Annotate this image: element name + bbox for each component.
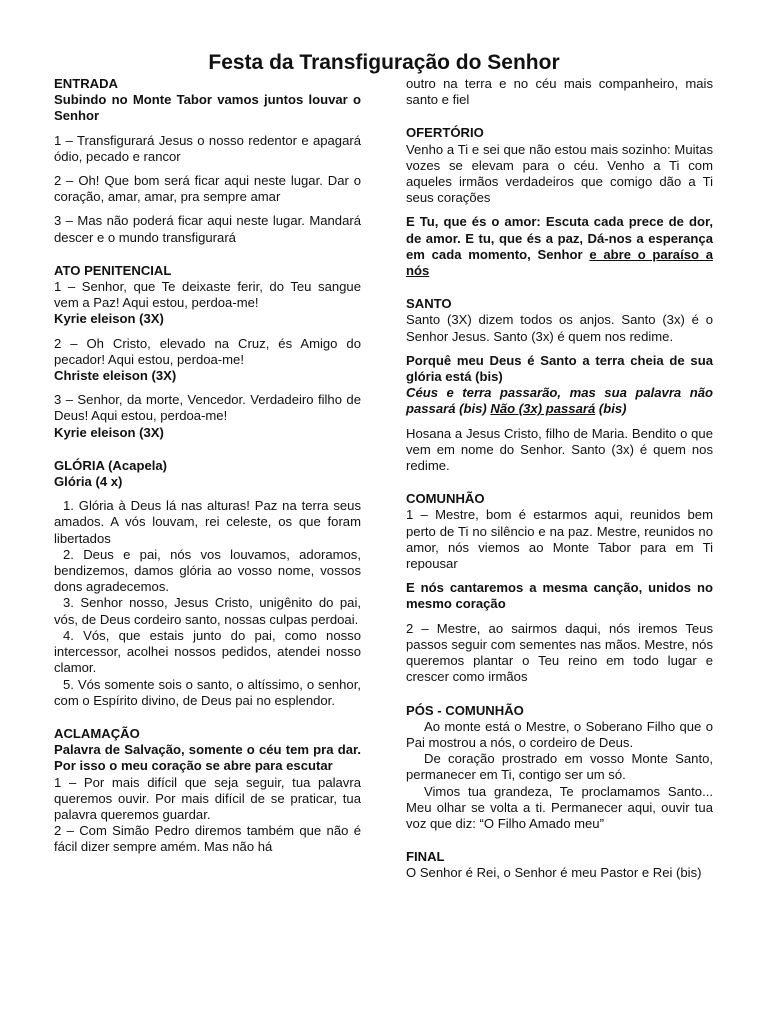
refrain: Porquê meu Deus é Santo a terra cheia de sua glória está (bis) [406, 352, 713, 385]
refrain-underlined-text: e abre o paraíso a nós [406, 246, 713, 279]
italic-text: Céus e terra passarão, mas sua palavra não passará (bis) [406, 385, 713, 417]
refrain-text: E Tu, que és o amor: Escuta cada prece de dor, de amor. E tu, que és a paz, Dá-nos a esperança em cada momento, Senhor [406, 214, 713, 262]
section-heading: FINAL [406, 849, 445, 865]
section-santo [406, 296, 713, 474]
refrain: Palavra de Salvação, somente o céu tem pra dar. Por isso o meu coração se abre para escutar [54, 742, 361, 774]
refrain: E nós cantaremos a mesma canção, unidos no mesmo coração [406, 580, 713, 612]
section-ofertorio [406, 125, 713, 279]
section-heading: ENTRADA [54, 76, 119, 91]
verse: 2 – Oh Cristo, elevado na Cruz, és Amigo do pecador! Aqui estou, perdoa-me! [54, 335, 361, 367]
verse: 1. Glória à Deus lá nas alturas! Paz na terra seus amados. A vós louvam, rei celeste, os que foram libertados [54, 498, 361, 546]
section-heading: GLÓRIA (Acapela) [54, 457, 168, 473]
verse-continuation: outro na terra e no céu mais companheiro, mais santo e fiel [406, 76, 713, 108]
verse: 2 – Oh! Que bom será ficar aqui neste lugar. Dar o coração, amar, amar, pra sempre amar [54, 173, 361, 205]
verse: 2. Deus e pai, nós vos louvamos, adoramos, bendizemos, damos glória ao vosso nome, vossos dons agradecemos. [54, 546, 361, 595]
section-aclamacao [54, 726, 361, 856]
section-final [406, 849, 713, 881]
stanza: De coração prostrado em vosso Monte Santo, permanecer em Ti, contigo ser um só. [406, 751, 713, 783]
verse: 3 – Senhor, da morte, Vencedor. Verdadeiro filho de Deus! Aqui estou, perdoa-me! [54, 392, 361, 424]
refrain-italic [406, 385, 713, 417]
section-ato-penitencial [54, 263, 361, 441]
response: Kyrie eleison (3X) [54, 424, 164, 440]
section-heading: COMUNHÃO [406, 491, 485, 507]
verse: Venho a Ti e sei que não estou mais sozinho: Muitas vozes se elevam para o céu. Venho a Ti com aqueles irmãos verdadeiros que comigo dão a Ti seus corações [406, 141, 713, 206]
left-column [54, 76, 361, 856]
response: Christe eleison (3X) [54, 368, 177, 384]
verse: 1 – Mestre, bom é estarmos aqui, reunidos bem perto de Ti no silêncio e na paz. Mestre, reunidos no amor, nós viemos ao Monte Tabor para em Ti repousar [406, 507, 713, 572]
italic-underlined-text: Não (3x) passará [490, 401, 596, 417]
section-pos-comunhao [406, 703, 713, 833]
section-entrada [54, 76, 361, 246]
verse: 1 – Senhor, que Te deixaste ferir, do Teu sangue vem a Paz! Aqui estou, perdoa-me! [54, 279, 361, 311]
section-heading: PÓS - COMUNHÃO [406, 702, 524, 718]
stanza: Vimos tua grandeza, Te proclamamos Santo... Meu olhar se volta a ti. Permanecer aqui, ouvir tua voz que diz: “O Filho Amado meu” [406, 783, 713, 831]
right-column [406, 76, 713, 882]
section-heading: ACLAMAÇÃO [54, 725, 140, 741]
verse: 2 – Mestre, ao sairmos daqui, nós iremos Teus passos seguir com sementes nas mãos. Mestre, nós queremos plantar o Teu reino em todo lugar e crescer como irmãos [406, 620, 713, 685]
section-heading: OFERTÓRIO [406, 125, 484, 141]
refrain [406, 214, 713, 279]
verse: 1 – Por mais difícil que seja seguir, tua palavra queremos ouvir. Por mais difícil de se praticar, tua palavra queremos guardar. [54, 774, 361, 822]
verse: 1 – Transfigurará Jesus o nosso redentor e apagará ódio, pecado e rancor [54, 132, 361, 164]
verse: 5. Vós somente sois o santo, o altíssimo, o senhor, com o Espírito divino, de Deus pai no esplendor. [54, 676, 361, 708]
section-heading: ATO PENITENCIAL [54, 262, 172, 278]
verse: 4. Vós, que estais junto do pai, como nosso intercessor, acolhei nossos pedidos, atendei nosso clamor. [54, 627, 361, 676]
verse: Santo (3X) dizem todos os anjos. Santo (3x) é o Senhor Jesus. Santo (3x) é quem nos redime. [406, 312, 713, 344]
stanza: Ao monte está o Mestre, o Soberano Filho que o Pai mostrou a nós, o cordeiro de Deus. [406, 718, 713, 750]
refrain: Subindo no Monte Tabor vamos juntos louvar o Senhor [54, 92, 361, 124]
subheading: Glória (4 x) [54, 474, 123, 490]
verse: 3 – Mas não poderá ficar aqui neste lugar. Mandará descer e o mundo transfigurará [54, 213, 361, 245]
verse: O Senhor é Rei, o Senhor é meu Pastor e Rei (bis) [406, 865, 702, 881]
verse: 2 – Com Simão Pedro diremos também que não é fácil dizer sempre amém. Mas não há [54, 823, 361, 855]
response: Kyrie eleison (3X) [54, 311, 164, 327]
page-title: Festa da Transfiguração do Senhor [208, 51, 560, 74]
section-heading: SANTO [406, 296, 452, 312]
verse: Hosana a Jesus Cristo, filho de Maria. Bendito o que vem em nome do Senhor. Santo (3x) é quem nos redime. [406, 425, 713, 474]
section-gloria [54, 458, 361, 709]
italic-tail-text: (bis) [595, 401, 627, 417]
verse: 3. Senhor nosso, Jesus Cristo, unigênito do pai, vós, de Deus cordeiro santo, nossas culpas perdoai. [54, 595, 361, 627]
section-comunhao [406, 491, 713, 685]
